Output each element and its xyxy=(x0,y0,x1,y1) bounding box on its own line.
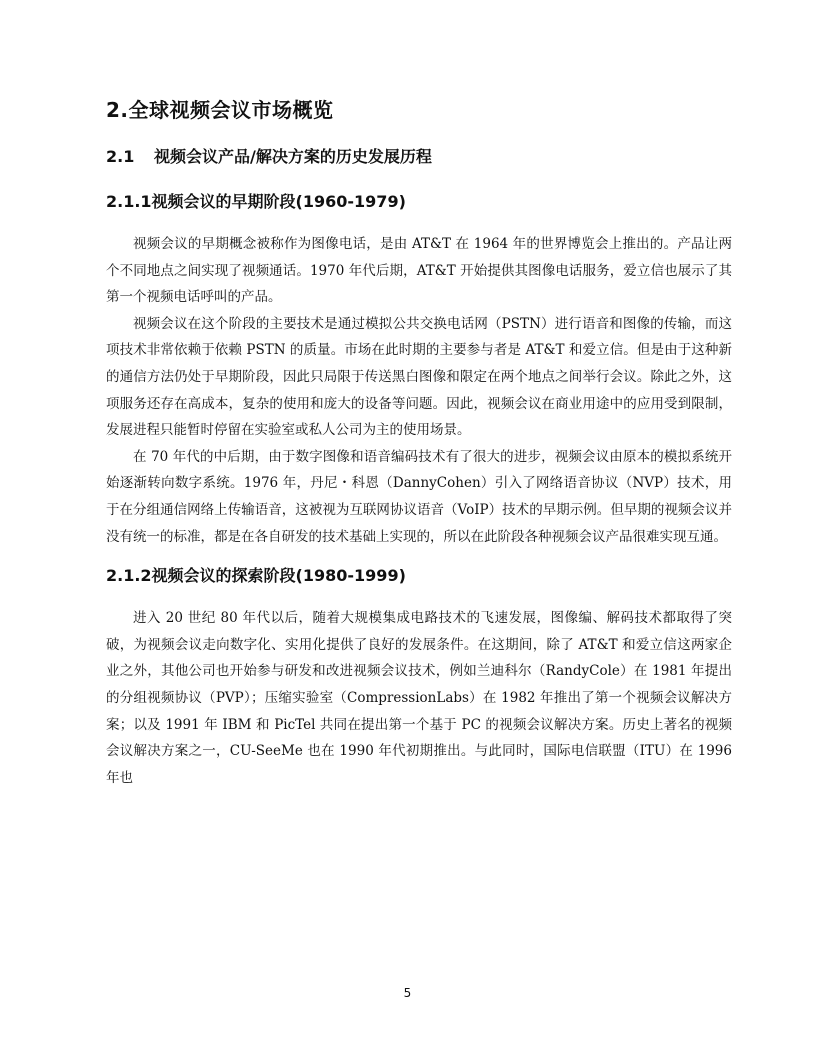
page-number: 5 xyxy=(403,986,412,1000)
paragraph-early-2: 视频会议在这个阶段的主要技术是通过模拟公共交换电话网（PSTN）进行语音和图像的传输，而这项技术非常依赖于依赖 PSTN 的质量。市场在此时期的主要参与者是 AT&T 和爱立信。但是由于这种新的通信方法仍处于早期阶段，因此只局限于传送黑白图像和限定在两个地点之间举行会议。除此之外，这项服务还存在高成本，复杂的使用和庞大的设备等问题。因此，视频会议在商业用途中的应用受到限制，发展进程只能暂时停留在实验室或私人公司为主的使用场景。 xyxy=(106,315,732,439)
main-heading: 2.全球视频会议市场概览 xyxy=(106,98,334,122)
paragraph-early-1: 视频会议的早期概念被称作为图像电话，是由 AT&T 在 1964 年的世界博览会上推出的。产品让两个不同地点之间实现了视频通话。1970 年代后期，AT&T 开始提供其图像电话服务，爱立信也展示了其第一个视频电话呼叫的产品。 xyxy=(106,236,732,306)
paragraph-exploration-1: 进入 20 世纪 80 年代以后，随着大规模集成电路技术的飞速发展，图像编、解码技术都取得了突破，为视频会议走向数字化、实用化提供了良好的发展条件。在这期间，除了 AT&T 和爱立信这两家企业之外，其他公司也开始参与研发和改进视频会议技术，例如兰迪科尔（RandyCole）在 1981 年提出的分组视频协议（PVP）；压缩实验室（CompressionLabs）在 1982 年推出了第一个视频会议解决方案；以及 1991 年 IBM 和 PicTel 共同在提出第一个基于 PC 的视频会议解决方案。历史上著名的视频会议解决方案之一，CU-SeeMe 也在 1990 年代初期推出。与此同时，国际电信联盟（ITU）在 1996 年也 xyxy=(106,610,732,786)
paragraph-early-3: 在 70 年代的中后期，由于数字图像和语音编码技术有了很大的进步，视频会议由原本的模拟系统开始逐渐转向数字系统。1976 年，丹尼・科恩（DannyCohen）引入了网络语音协议（NVP）技术，用于在分组通信网络上传输语音，这被视为互联网协议语音（VoIP）技术的早期示例。但早期的视频会议并没有统一的标准，都是在各自研发的技术基础上实现的，所以在此阶段各种视频会议产品很难实现互通。 xyxy=(106,448,732,545)
section-heading xyxy=(106,138,732,176)
section-title: 视频会议产品/解决方案的历史发展历程 xyxy=(154,147,432,166)
subsection-heading-exploration: 2.1.2视频会议的探索阶段(1980-1999) xyxy=(106,566,406,586)
subsection-heading-early: 2.1.1视频会议的早期阶段(1960-1979) xyxy=(106,192,406,211)
section-number: 2.1 xyxy=(106,147,135,166)
document-page xyxy=(106,90,732,791)
